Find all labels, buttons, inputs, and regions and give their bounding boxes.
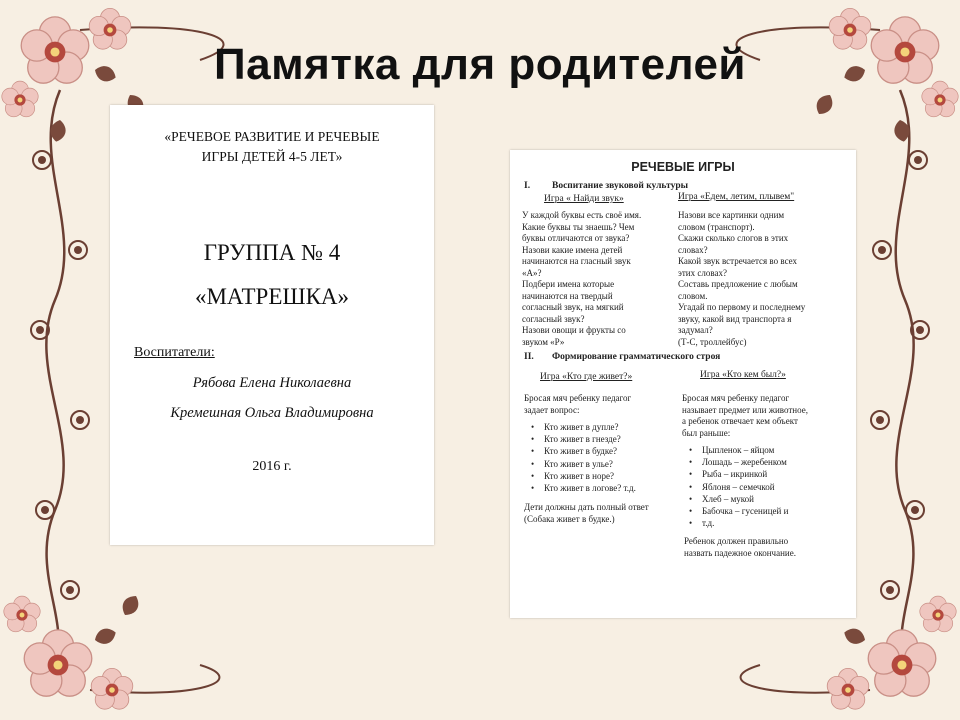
header-line: ИГРЫ ДЕТЕЙ 4-5 ЛЕТ» [201,149,343,164]
list-item: • Кто живет в улье? [528,459,688,471]
section-number: I. [524,181,531,191]
teachers-label: Воспитатели: [134,345,215,360]
game-title: Игра «Кто где живет?» [540,372,633,382]
list-item: • Рыба – икринкой [686,469,852,481]
list-item: • Кто живет в логове? т.д. [528,483,688,495]
list-item: • Лошадь – жеребенком [686,457,852,469]
page-title: Памятка для родителей [214,40,746,89]
game-outro: Ребенок должен правильно назвать падежное окончание. [684,536,796,558]
group-name [110,231,434,319]
games-title: РЕЧЕВЫЕ ИГРЫ [631,160,735,174]
list-item: • Яблоня – семечкой [686,482,852,494]
list-item: • Кто живет в норе? [528,471,688,483]
game-text: У каждой буквы есть своё имя. Какие буквы ты знаешь? Чем буквы отличаются от звука? Назови какие имена детей начинаются на гласный звук «А»? Подбери имена которые начинаются на твердый согласный звук, на мягкий согласный звук? Назови овощи и фрукты со звуком «Р» [522,210,642,347]
section-title: Воспитание звуковой культуры [552,181,689,191]
list-item: • Кто живет в дупле? [528,422,688,434]
booklet-header [110,127,434,167]
list-item: • т.д. [686,518,852,530]
list-item: • Цыпленок – яйцом [686,445,852,457]
list-item: • Хлеб – мукой [686,494,852,506]
teacher-name: Рябова Елена Николаевна [192,375,352,391]
game-outro: Дети должны дать полный ответ (Собака живет в будке.) [524,502,649,524]
group-title: «МАТРЕШКА» [194,284,350,309]
booklet-cover-page [110,105,434,545]
game-title: Игра «Едем, летим, плывем" [678,192,795,202]
question-list [528,422,688,495]
section-heading [524,352,720,364]
game-title: Игра «Кто кем был?» [700,370,786,380]
year: 2016 г. [252,459,292,474]
game-intro: Бросая мяч ребенку педагог задает вопрос: [524,393,632,415]
game-intro: Бросая мяч ребенку педагог называет предмет или животное, а ребенок отвечает кем объект был раньше: [682,393,808,438]
booklet-games-page [510,150,856,618]
section-number: II. [524,352,534,362]
group-number: ГРУППА № 4 [203,240,341,265]
header-line: «РЕЧЕВОЕ РАЗВИТИЕ И РЕЧЕВЫЕ [164,129,380,144]
teacher-name: Кремешная Ольга Владимировна [170,405,374,421]
game-text: Назови все картинки одним словом (транспорт). Скажи сколько слогов в этих словах? Какой звук встречается во всех этих словах? Составь предложение с любым словом. Угадай по первому и последнему звуку, какой вид транспорта я задумал? (Т-С, троллейбус) [678,210,806,347]
list-item: • Бабочка – гусеницей и [686,506,852,518]
list-item: • Кто живет в гнезде? [528,434,688,446]
game-title: Игра « Найди звук» [544,194,624,204]
section-title: Формирование грамматического строя [552,352,721,362]
answer-list [686,445,852,530]
section-heading [524,181,688,193]
list-item: • Кто живет в будке? [528,446,688,458]
